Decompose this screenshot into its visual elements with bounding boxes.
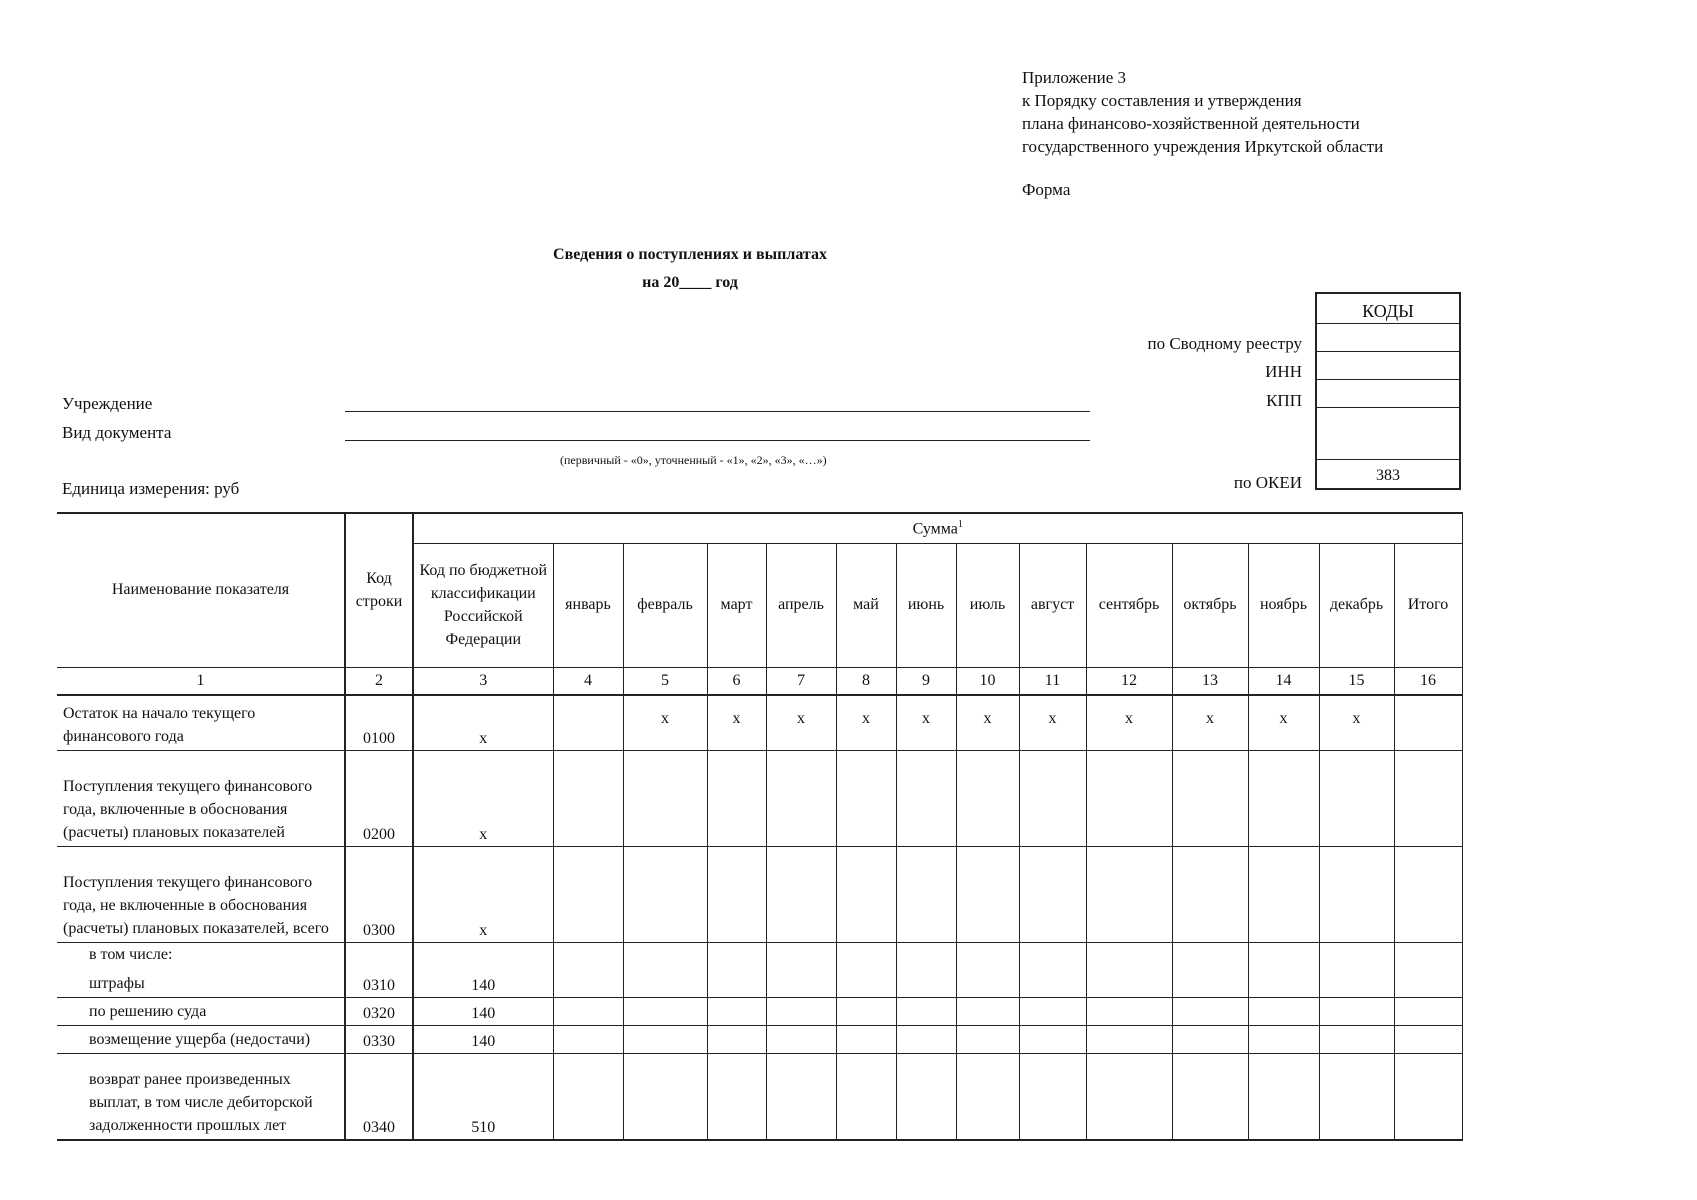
row-name <box>57 751 345 847</box>
row-month-cell[interactable] <box>1019 1054 1086 1140</box>
col-num: 14 <box>1248 667 1319 695</box>
col-num: 15 <box>1319 667 1394 695</box>
col-num: 9 <box>896 667 956 695</box>
row-month-cell[interactable] <box>896 847 956 943</box>
row-month-cell[interactable] <box>1172 847 1248 943</box>
row-code: 0320 <box>345 998 413 1026</box>
row-month-cell[interactable] <box>707 847 766 943</box>
col-num: 10 <box>956 667 1019 695</box>
header-month-jun: июнь <box>896 543 956 667</box>
institution-line[interactable] <box>345 411 1090 412</box>
row-month-cell[interactable] <box>766 1054 836 1140</box>
row-month-cell[interactable] <box>766 847 836 943</box>
row-month-cell[interactable] <box>896 943 956 998</box>
row-name <box>57 1026 345 1054</box>
doc-type-note: (первичный - «0», уточненный - «1», «2», «3», «…») <box>560 453 827 467</box>
form-label: Форма <box>1022 180 1071 199</box>
table-row <box>57 847 1462 943</box>
receipts-table <box>57 512 1463 1141</box>
row-code: 0310 <box>345 943 413 998</box>
header-month-aug: август <box>1019 543 1086 667</box>
table-row <box>57 943 1462 998</box>
row-month-cell[interactable] <box>553 847 623 943</box>
row-budget-code: х <box>413 695 553 751</box>
row-month-cell[interactable] <box>623 751 707 847</box>
row-month-cell[interactable] <box>553 943 623 998</box>
row-name-text: штрафы <box>89 975 145 992</box>
row-month-cell[interactable] <box>707 1054 766 1140</box>
row-month-cell[interactable] <box>553 1054 623 1140</box>
row-name <box>57 847 345 943</box>
row-month-cell[interactable] <box>1319 847 1394 943</box>
row-month-cell[interactable] <box>1248 751 1319 847</box>
column-numbers-row <box>57 667 1462 695</box>
row-month-cell[interactable] <box>1172 751 1248 847</box>
row-month-cell[interactable] <box>1172 998 1248 1026</box>
table-row <box>57 1054 1462 1140</box>
row-month-cell[interactable] <box>1086 847 1172 943</box>
col-num: 8 <box>836 667 896 695</box>
header-month-sep: сентябрь <box>1086 543 1172 667</box>
appendix-line-1: Приложение 3 <box>1022 68 1126 87</box>
col-num: 1 <box>57 667 345 695</box>
row-month-cell[interactable] <box>1248 943 1319 998</box>
row-month-cell[interactable] <box>896 751 956 847</box>
row-code: 0300 <box>345 847 413 943</box>
row-month-cell[interactable] <box>553 998 623 1026</box>
row-month-cell[interactable] <box>836 1026 896 1054</box>
row-month-cell[interactable]: х <box>836 695 896 751</box>
row-month-cell[interactable] <box>1019 751 1086 847</box>
row-budget-code: х <box>413 847 553 943</box>
unit-label: Единица измерения: руб <box>62 479 240 498</box>
col-num: 2 <box>345 667 413 695</box>
row-month-cell[interactable] <box>707 751 766 847</box>
row-month-cell[interactable]: х <box>896 695 956 751</box>
header-total: Итого <box>1394 543 1462 667</box>
col-num: 4 <box>553 667 623 695</box>
appendix-block <box>1022 66 1383 158</box>
col-num: 12 <box>1086 667 1172 695</box>
header-month-jan: январь <box>553 543 623 667</box>
document-title: Сведения о поступлениях и выплатах <box>553 246 827 263</box>
row-month-cell[interactable] <box>956 998 1019 1026</box>
row-name <box>57 998 345 1026</box>
row-month-cell[interactable] <box>707 1026 766 1054</box>
row-month-cell[interactable] <box>1248 1054 1319 1140</box>
col-num: 6 <box>707 667 766 695</box>
row-month-cell[interactable] <box>1019 943 1086 998</box>
row-month-cell[interactable] <box>1172 1054 1248 1140</box>
row-month-cell[interactable]: х <box>1172 695 1248 751</box>
row-name-text: по решению суда <box>89 1003 207 1020</box>
col-num: 11 <box>1019 667 1086 695</box>
row-month-cell[interactable] <box>836 847 896 943</box>
row-month-cell[interactable] <box>1019 1026 1086 1054</box>
row-name-text: Поступления текущего финансового года, включенные в обоснования (расчеты) плановых показателей <box>63 778 313 841</box>
row-month-cell[interactable] <box>836 751 896 847</box>
row-month-cell[interactable] <box>1319 943 1394 998</box>
header-bcode: Код по бюджетной классификации Российской Федерации <box>413 543 553 667</box>
row-month-cell[interactable] <box>896 998 956 1026</box>
row-month-cell[interactable] <box>956 1054 1019 1140</box>
row-total-cell[interactable] <box>1394 695 1462 751</box>
row-month-cell[interactable] <box>956 751 1019 847</box>
row-month-cell[interactable]: х <box>707 695 766 751</box>
appendix-line-2: к Порядку составления и утверждения <box>1022 91 1302 110</box>
row-name-text: Остаток на начало текущего финансового года <box>63 705 256 745</box>
svodny-label: по Сводному реестру <box>1147 334 1302 353</box>
kpp-label: КПП <box>1266 391 1302 410</box>
row-month-cell[interactable] <box>1086 943 1172 998</box>
row-month-cell[interactable] <box>1319 998 1394 1026</box>
row-month-cell[interactable] <box>1019 998 1086 1026</box>
row-budget-code: 510 <box>413 1054 553 1140</box>
header-month-nov: ноябрь <box>1248 543 1319 667</box>
table-row <box>57 1026 1462 1054</box>
header-sum <box>413 513 1462 543</box>
row-month-cell[interactable]: х <box>623 695 707 751</box>
row-month-cell[interactable] <box>896 1026 956 1054</box>
header-month-feb: февраль <box>623 543 707 667</box>
row-month-cell[interactable] <box>707 998 766 1026</box>
row-total-cell[interactable] <box>1394 1026 1462 1054</box>
row-month-cell[interactable] <box>1086 751 1172 847</box>
row-month-cell[interactable] <box>836 998 896 1026</box>
row-total-cell[interactable] <box>1394 1054 1462 1140</box>
row-month-cell[interactable] <box>707 943 766 998</box>
row-month-cell[interactable] <box>1172 1026 1248 1054</box>
row-month-cell[interactable] <box>766 998 836 1026</box>
row-month-cell[interactable]: х <box>1086 695 1172 751</box>
header-month-oct: октябрь <box>1172 543 1248 667</box>
header-month-apr: апрель <box>766 543 836 667</box>
codes-inn-cell[interactable] <box>1317 352 1459 380</box>
row-month-cell[interactable] <box>1319 1054 1394 1140</box>
header-name: Наименование показателя <box>57 513 345 667</box>
row-budget-code: 140 <box>413 1026 553 1054</box>
codes-svodny-cell[interactable] <box>1317 324 1459 352</box>
codes-header: КОДЫ <box>1317 294 1459 324</box>
row-month-cell[interactable] <box>1172 943 1248 998</box>
row-month-cell[interactable] <box>1319 751 1394 847</box>
row-name-prefix: в том числе: <box>89 946 173 963</box>
row-month-cell[interactable] <box>766 751 836 847</box>
row-month-cell[interactable] <box>553 751 623 847</box>
doc-type-line[interactable] <box>345 440 1090 441</box>
row-total-cell[interactable] <box>1394 751 1462 847</box>
row-name <box>57 943 345 998</box>
row-month-cell[interactable] <box>623 1054 707 1140</box>
row-month-cell[interactable] <box>956 847 1019 943</box>
row-month-cell[interactable] <box>1086 998 1172 1026</box>
row-month-cell[interactable] <box>766 1026 836 1054</box>
row-month-cell[interactable] <box>623 998 707 1026</box>
header-sum-text: Сумма <box>912 519 958 537</box>
appendix-line-3: плана финансово-хозяйственной деятельности <box>1022 114 1360 133</box>
row-budget-code: 140 <box>413 943 553 998</box>
row-code: 0340 <box>345 1054 413 1140</box>
header-code: Код строки <box>345 513 413 667</box>
row-name <box>57 1054 345 1140</box>
row-month-cell[interactable] <box>1019 847 1086 943</box>
row-name-text: возврат ранее произведенных выплат, в том числе дебиторской задолженности прошлых лет <box>89 1070 313 1134</box>
header-month-mar: март <box>707 543 766 667</box>
row-total-cell[interactable] <box>1394 998 1462 1026</box>
row-total-cell[interactable] <box>1394 847 1462 943</box>
row-month-cell[interactable] <box>1086 1026 1172 1054</box>
row-month-cell[interactable] <box>896 1054 956 1140</box>
doc-type-label: Вид документа <box>62 423 172 442</box>
row-month-cell[interactable] <box>766 943 836 998</box>
row-name-text: Поступления текущего финансового года, не включенные в обоснования (расчеты) плановых показателей, всего <box>63 874 329 937</box>
row-month-cell[interactable]: х <box>766 695 836 751</box>
okei-label: по ОКЕИ <box>1233 473 1302 492</box>
row-budget-code: х <box>413 751 553 847</box>
row-code: 0200 <box>345 751 413 847</box>
row-month-cell[interactable] <box>956 1026 1019 1054</box>
row-month-cell[interactable] <box>553 1026 623 1054</box>
table-row <box>57 751 1462 847</box>
col-num: 7 <box>766 667 836 695</box>
row-month-cell[interactable] <box>836 1054 896 1140</box>
row-month-cell[interactable]: х <box>1319 695 1394 751</box>
row-month-cell[interactable] <box>553 695 623 751</box>
header-month-dec: декабрь <box>1319 543 1394 667</box>
row-month-cell[interactable] <box>1248 1026 1319 1054</box>
codes-kpp-cell[interactable] <box>1317 380 1459 408</box>
table-row <box>57 695 1462 751</box>
codes-blank-cell[interactable] <box>1317 408 1459 460</box>
row-total-cell[interactable] <box>1394 943 1462 998</box>
col-num: 16 <box>1394 667 1462 695</box>
codes-box <box>1315 292 1461 490</box>
header-month-jul: июль <box>956 543 1019 667</box>
codes-okei-value: 383 <box>1376 467 1400 484</box>
row-month-cell[interactable] <box>623 1026 707 1054</box>
col-num: 5 <box>623 667 707 695</box>
row-code: 0100 <box>345 695 413 751</box>
row-month-cell[interactable] <box>623 847 707 943</box>
row-month-cell[interactable] <box>1248 847 1319 943</box>
table-row <box>57 998 1462 1026</box>
row-month-cell[interactable] <box>623 943 707 998</box>
row-code: 0330 <box>345 1026 413 1054</box>
row-name <box>57 695 345 751</box>
row-month-cell[interactable] <box>956 943 1019 998</box>
row-month-cell[interactable] <box>1086 1054 1172 1140</box>
header-sum-footnote: 1 <box>957 518 963 530</box>
institution-label: Учреждение <box>62 394 153 413</box>
col-num: 3 <box>413 667 553 695</box>
document-year: на 20____ год <box>642 274 738 291</box>
row-name-text: возмещение ущерба (недостачи) <box>89 1031 311 1048</box>
row-month-cell[interactable] <box>1248 998 1319 1026</box>
row-month-cell[interactable]: х <box>1019 695 1086 751</box>
row-month-cell[interactable]: х <box>1248 695 1319 751</box>
col-num: 13 <box>1172 667 1248 695</box>
header-month-may: май <box>836 543 896 667</box>
row-month-cell[interactable]: х <box>956 695 1019 751</box>
appendix-line-4: государственного учреждения Иркутской области <box>1022 137 1384 156</box>
row-month-cell[interactable] <box>1319 1026 1394 1054</box>
row-month-cell[interactable] <box>836 943 896 998</box>
row-budget-code: 140 <box>413 998 553 1026</box>
inn-label: ИНН <box>1265 362 1302 381</box>
